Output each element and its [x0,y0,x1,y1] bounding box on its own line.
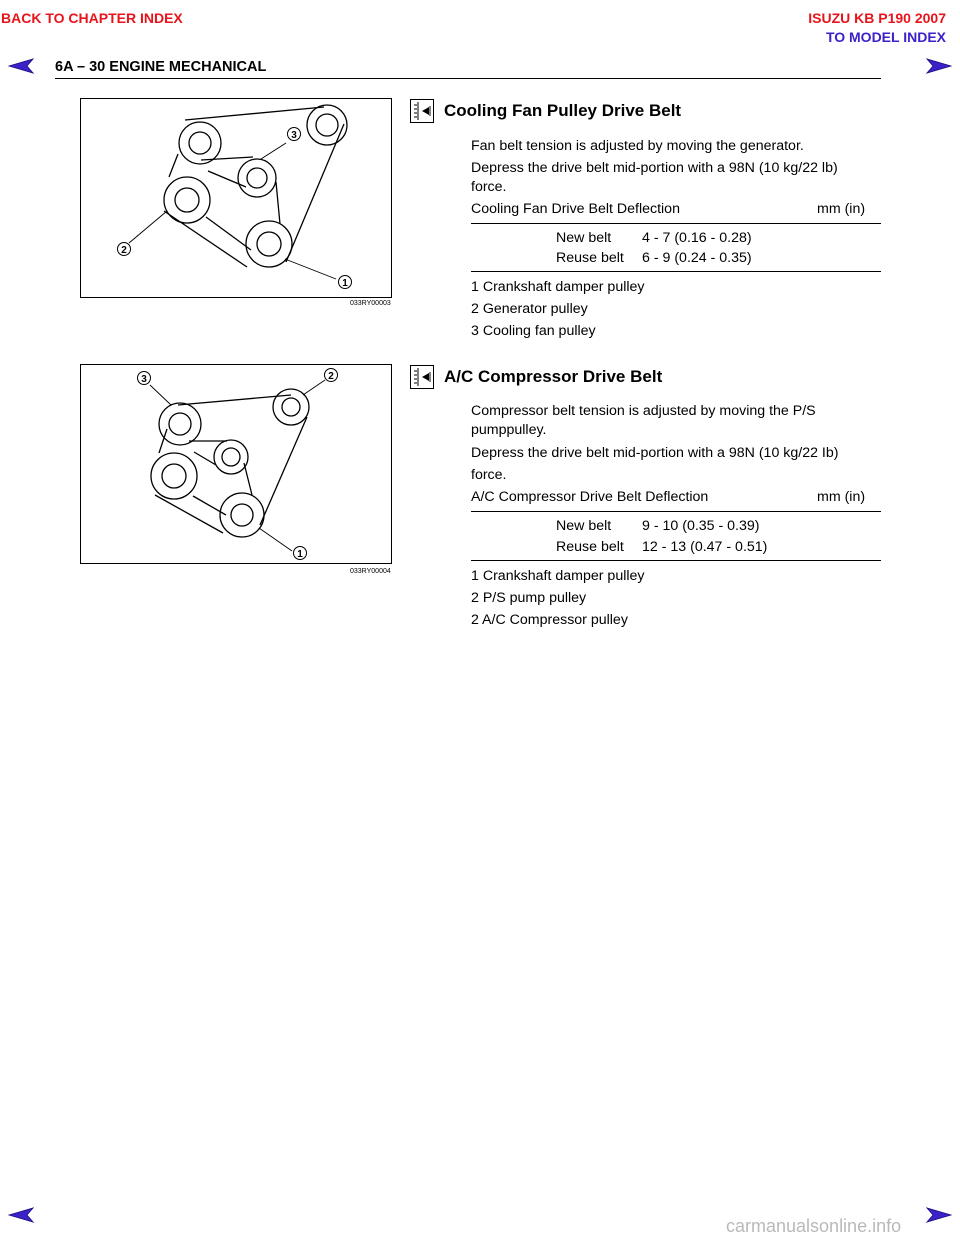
row-label-new-belt: New belt [556,518,612,534]
table-title: A/C Compressor Drive Belt Deflection [471,489,709,505]
legend-item: 3 Cooling fan pulley [471,323,596,339]
row-label-new-belt: New belt [556,230,612,246]
callout-2: 2 [328,371,334,382]
table-title: Cooling Fan Drive Belt Deflection [471,201,680,217]
callout-1: 1 [342,278,348,289]
service-procedure-icon [410,99,434,123]
callout-3: 3 [141,374,147,385]
paragraph-depress-line2: force. [471,179,507,195]
table-unit: mm (in) [817,201,866,217]
section-title-ac-compressor-belt: A/C Compressor Drive Belt [444,367,663,386]
figure-code: 033RY00003 [350,300,391,307]
row-value-reuse-belt: 12 - 13 (0.47 - 0.51) [642,539,768,555]
callout-1: 1 [297,549,303,560]
table-bottom-rule [471,271,881,272]
model-title-link[interactable]: ISUZU KB P190 2007 [808,10,946,26]
row-value-new-belt: 4 - 7 (0.16 - 0.28) [642,230,752,246]
ac-compressor-belt-diagram [80,364,392,564]
cooling-fan-belt-diagram [80,98,392,298]
paragraph-tension: Fan belt tension is adjusted by moving the generator. [471,138,804,154]
figure-code: 033RY00004 [350,568,391,575]
table-top-rule [471,511,881,512]
section-title-cooling-fan-belt: Cooling Fan Pulley Drive Belt [444,101,682,120]
row-label-reuse-belt: Reuse belt [556,250,624,266]
watermark: carmanualsonline.info [726,1216,902,1236]
legend-item: 2 A/C Compressor pulley [471,612,628,628]
service-procedure-icon [410,365,434,389]
paragraph-depress-line2: force. [471,467,507,483]
header-divider [55,78,881,79]
belt-routing-diagram-1 [81,99,391,297]
table-top-rule [471,223,881,224]
legend-item: 2 Generator pulley [471,301,588,317]
arrow-right-icon[interactable] [926,1207,952,1223]
paragraph-depress-line1: Depress the drive belt mid-portion with a 98N (10 kg/22 lb) [471,160,838,176]
legend-item: 1 Crankshaft damper pulley [471,279,645,295]
arrow-left-icon[interactable] [8,58,34,74]
belt-routing-diagram-2 [81,365,391,563]
to-model-index-link[interactable]: TO MODEL INDEX [825,29,946,45]
callout-3: 3 [291,130,297,141]
legend-item: 1 Crankshaft damper pulley [471,568,645,584]
row-value-new-belt: 9 - 10 (0.35 - 0.39) [642,518,760,534]
arrow-left-icon[interactable] [8,1207,34,1223]
paragraph-tension-line1: Compressor belt tension is adjusted by moving the P/S [471,403,816,419]
back-to-chapter-index-link[interactable]: BACK TO CHAPTER INDEX [1,10,183,26]
paragraph-depress-line1: Depress the drive belt mid-portion with a 98N (10 kg/22 Ib) [471,445,839,461]
table-bottom-rule [471,560,881,561]
paragraph-tension-line2: pumppulley. [471,422,547,438]
callout-2: 2 [121,245,127,256]
row-label-reuse-belt: Reuse belt [556,539,624,555]
arrow-right-icon[interactable] [926,58,952,74]
row-value-reuse-belt: 6 - 9 (0.24 - 0.35) [642,250,752,266]
table-unit: mm (in) [817,489,866,505]
page-title: 6A – 30 ENGINE MECHANICAL [55,59,267,75]
legend-item: 2 P/S pump pulley [471,590,587,606]
